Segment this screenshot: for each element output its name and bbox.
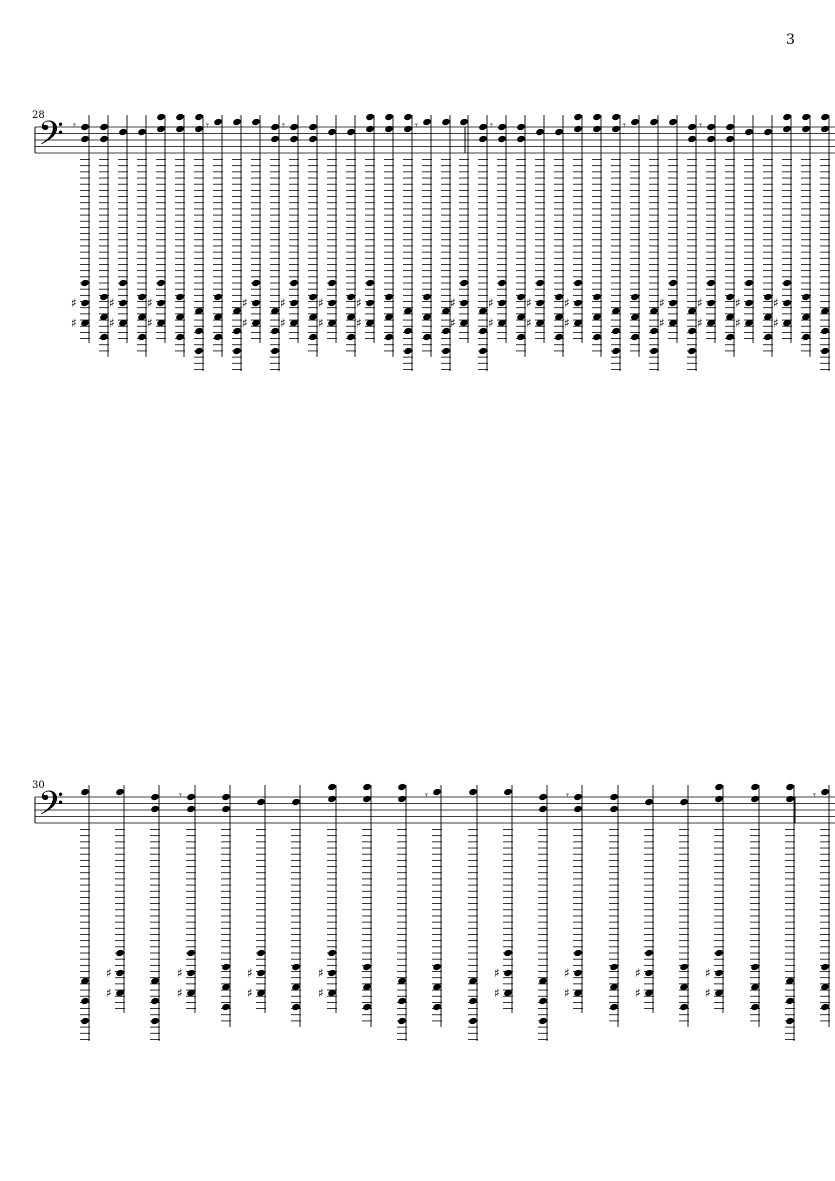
notehead bbox=[365, 299, 375, 307]
notehead bbox=[99, 293, 109, 301]
measure-number-system-2: 30 bbox=[32, 780, 45, 791]
notehead bbox=[725, 293, 735, 301]
notehead bbox=[156, 125, 166, 133]
notehead bbox=[232, 347, 242, 355]
notehead bbox=[763, 333, 773, 341]
notehead bbox=[118, 299, 128, 307]
notehead bbox=[403, 327, 413, 335]
sharp-accidental: ♯ bbox=[280, 296, 286, 310]
notehead bbox=[221, 793, 231, 801]
notehead bbox=[535, 299, 545, 307]
notehead bbox=[80, 123, 90, 131]
notehead bbox=[459, 118, 469, 126]
notehead bbox=[714, 949, 724, 957]
rest-symbol: 𝄾 bbox=[282, 119, 285, 132]
notehead bbox=[592, 293, 602, 301]
notehead bbox=[820, 347, 830, 355]
notehead bbox=[156, 299, 166, 307]
notehead bbox=[327, 279, 337, 287]
rest-symbol: 𝄾 bbox=[73, 119, 76, 132]
notehead bbox=[763, 293, 773, 301]
notehead bbox=[213, 293, 223, 301]
notehead bbox=[668, 118, 678, 126]
notehead bbox=[592, 333, 602, 341]
notehead bbox=[397, 1017, 407, 1025]
notehead bbox=[592, 125, 602, 133]
notehead bbox=[609, 793, 619, 801]
notehead bbox=[80, 788, 90, 796]
notehead bbox=[432, 788, 442, 796]
notehead bbox=[291, 963, 301, 971]
notehead bbox=[782, 125, 792, 133]
notehead bbox=[820, 788, 830, 796]
rest-symbol: 𝄾 bbox=[425, 789, 428, 802]
notehead bbox=[221, 805, 231, 813]
notehead bbox=[573, 969, 583, 977]
notehead bbox=[687, 135, 697, 143]
sharp-accidental: ♯ bbox=[735, 316, 741, 330]
notehead bbox=[99, 135, 109, 143]
sharp-accidental: ♯ bbox=[494, 986, 500, 1000]
notehead bbox=[554, 333, 564, 341]
notehead bbox=[251, 299, 261, 307]
notehead bbox=[232, 118, 242, 126]
notehead bbox=[186, 793, 196, 801]
notehead bbox=[478, 347, 488, 355]
notehead bbox=[365, 279, 375, 287]
sharp-accidental: ♯ bbox=[705, 986, 711, 1000]
notehead bbox=[80, 135, 90, 143]
notehead bbox=[362, 783, 372, 791]
sharp-accidental: ♯ bbox=[356, 296, 362, 310]
notehead bbox=[422, 118, 432, 126]
notehead bbox=[820, 125, 830, 133]
notehead bbox=[175, 333, 185, 341]
sharp-accidental: ♯ bbox=[526, 296, 532, 310]
notehead bbox=[706, 135, 716, 143]
sharp-accidental: ♯ bbox=[247, 966, 253, 980]
notehead bbox=[186, 949, 196, 957]
notehead bbox=[538, 793, 548, 801]
notehead bbox=[782, 113, 792, 121]
notehead bbox=[611, 125, 621, 133]
notehead bbox=[497, 299, 507, 307]
notehead bbox=[503, 949, 513, 957]
notehead bbox=[150, 1017, 160, 1025]
sharp-accidental: ♯ bbox=[242, 316, 248, 330]
sharp-accidental: ♯ bbox=[109, 316, 115, 330]
notehead bbox=[432, 1003, 442, 1011]
notehead bbox=[478, 135, 488, 143]
notehead bbox=[750, 783, 760, 791]
rest-symbol: 𝄾 bbox=[813, 789, 816, 802]
sharp-accidental: ♯ bbox=[450, 316, 456, 330]
notehead bbox=[156, 113, 166, 121]
notehead bbox=[554, 293, 564, 301]
notehead bbox=[609, 1003, 619, 1011]
notehead bbox=[213, 333, 223, 341]
notehead bbox=[115, 949, 125, 957]
bass-clef-icon-system-1: 𝄢 bbox=[38, 115, 64, 161]
notehead bbox=[362, 795, 372, 803]
notehead bbox=[644, 969, 654, 977]
sharp-accidental: ♯ bbox=[697, 296, 703, 310]
notehead bbox=[649, 327, 659, 335]
sharp-accidental: ♯ bbox=[488, 296, 494, 310]
bass-clef-icon-system-2: 𝄢 bbox=[38, 785, 64, 831]
notehead bbox=[291, 1003, 301, 1011]
notehead bbox=[327, 795, 337, 803]
notehead bbox=[137, 333, 147, 341]
notehead bbox=[644, 798, 654, 806]
notehead bbox=[221, 1003, 231, 1011]
notehead bbox=[441, 347, 451, 355]
notehead bbox=[687, 327, 697, 335]
sharp-accidental: ♯ bbox=[526, 316, 532, 330]
notehead bbox=[403, 125, 413, 133]
notehead bbox=[468, 997, 478, 1005]
rest-symbol: 𝄾 bbox=[415, 119, 418, 132]
notehead bbox=[630, 293, 640, 301]
sharp-accidental: ♯ bbox=[659, 316, 665, 330]
notehead bbox=[744, 299, 754, 307]
notehead bbox=[270, 135, 280, 143]
notehead bbox=[497, 135, 507, 143]
notehead bbox=[308, 293, 318, 301]
notehead bbox=[516, 135, 526, 143]
notehead bbox=[538, 805, 548, 813]
notehead bbox=[820, 963, 830, 971]
notehead bbox=[554, 128, 564, 136]
sharp-accidental: ♯ bbox=[318, 966, 324, 980]
notehead bbox=[706, 123, 716, 131]
notehead bbox=[668, 279, 678, 287]
notehead bbox=[503, 788, 513, 796]
notehead bbox=[459, 279, 469, 287]
notehead bbox=[478, 123, 488, 131]
notehead bbox=[801, 293, 811, 301]
notehead bbox=[327, 969, 337, 977]
sharp-accidental: ♯ bbox=[109, 296, 115, 310]
rest-symbol: 𝄾 bbox=[206, 119, 209, 132]
notehead bbox=[327, 949, 337, 957]
notehead bbox=[592, 113, 602, 121]
sharp-accidental: ♯ bbox=[735, 296, 741, 310]
sharp-accidental: ♯ bbox=[564, 296, 570, 310]
notehead bbox=[714, 795, 724, 803]
notehead bbox=[308, 123, 318, 131]
notehead bbox=[422, 293, 432, 301]
staff-system-2 bbox=[35, 783, 835, 1041]
sharp-accidental: ♯ bbox=[564, 966, 570, 980]
sharp-accidental: ♯ bbox=[106, 986, 112, 1000]
staff-system-1 bbox=[35, 113, 835, 371]
notehead bbox=[256, 798, 266, 806]
sharp-accidental: ♯ bbox=[147, 316, 153, 330]
notehead bbox=[609, 963, 619, 971]
notehead bbox=[256, 949, 266, 957]
notehead bbox=[118, 128, 128, 136]
notehead bbox=[186, 805, 196, 813]
notehead bbox=[118, 279, 128, 287]
notehead bbox=[150, 997, 160, 1005]
notehead bbox=[497, 123, 507, 131]
notehead bbox=[538, 997, 548, 1005]
notehead bbox=[801, 113, 811, 121]
notehead bbox=[80, 299, 90, 307]
notehead bbox=[251, 118, 261, 126]
sharp-accidental: ♯ bbox=[318, 296, 324, 310]
rest-symbol: 𝄾 bbox=[179, 789, 182, 802]
notehead bbox=[308, 333, 318, 341]
notehead bbox=[687, 347, 697, 355]
notehead bbox=[782, 299, 792, 307]
notehead bbox=[573, 793, 583, 801]
notehead bbox=[270, 347, 280, 355]
notehead bbox=[573, 805, 583, 813]
notehead bbox=[649, 118, 659, 126]
notehead bbox=[150, 793, 160, 801]
notehead bbox=[668, 299, 678, 307]
notehead bbox=[714, 783, 724, 791]
notehead bbox=[441, 118, 451, 126]
sharp-accidental: ♯ bbox=[71, 296, 77, 310]
notehead bbox=[213, 118, 223, 126]
notehead bbox=[763, 128, 773, 136]
notehead bbox=[175, 293, 185, 301]
notehead bbox=[384, 293, 394, 301]
notehead bbox=[744, 279, 754, 287]
notehead bbox=[186, 969, 196, 977]
notehead bbox=[194, 125, 204, 133]
notehead bbox=[346, 293, 356, 301]
notehead bbox=[478, 327, 488, 335]
notehead bbox=[432, 963, 442, 971]
notehead bbox=[785, 997, 795, 1005]
sharp-accidental: ♯ bbox=[635, 966, 641, 980]
notehead bbox=[137, 293, 147, 301]
notehead bbox=[362, 1003, 372, 1011]
notehead bbox=[611, 327, 621, 335]
sharp-accidental: ♯ bbox=[697, 316, 703, 330]
notehead bbox=[365, 113, 375, 121]
notehead bbox=[459, 299, 469, 307]
notehead bbox=[289, 279, 299, 287]
notehead bbox=[289, 299, 299, 307]
notehead bbox=[150, 805, 160, 813]
notehead bbox=[175, 125, 185, 133]
notehead bbox=[270, 123, 280, 131]
notehead bbox=[99, 333, 109, 341]
notehead bbox=[289, 135, 299, 143]
sharp-accidental: ♯ bbox=[247, 986, 253, 1000]
notehead bbox=[630, 118, 640, 126]
sharp-accidental: ♯ bbox=[177, 986, 183, 1000]
notehead bbox=[611, 113, 621, 121]
notehead bbox=[573, 279, 583, 287]
notehead bbox=[706, 279, 716, 287]
sharp-accidental: ♯ bbox=[450, 296, 456, 310]
notehead bbox=[801, 333, 811, 341]
notehead bbox=[785, 795, 795, 803]
notehead bbox=[535, 128, 545, 136]
notehead bbox=[365, 125, 375, 133]
notehead bbox=[80, 1017, 90, 1025]
notehead bbox=[744, 128, 754, 136]
notehead bbox=[99, 123, 109, 131]
notehead bbox=[137, 128, 147, 136]
rest-symbol: 𝄾 bbox=[490, 119, 493, 132]
notehead bbox=[725, 123, 735, 131]
notehead bbox=[573, 125, 583, 133]
notehead bbox=[820, 113, 830, 121]
notehead bbox=[538, 1017, 548, 1025]
notehead bbox=[115, 788, 125, 796]
sharp-accidental: ♯ bbox=[242, 296, 248, 310]
notehead bbox=[679, 963, 689, 971]
notehead bbox=[801, 125, 811, 133]
notehead bbox=[80, 279, 90, 287]
notehead bbox=[422, 333, 432, 341]
notehead bbox=[782, 279, 792, 287]
sharp-accidental: ♯ bbox=[318, 316, 324, 330]
notehead bbox=[397, 997, 407, 1005]
notehead bbox=[516, 293, 526, 301]
notehead bbox=[291, 798, 301, 806]
sharp-accidental: ♯ bbox=[773, 296, 779, 310]
notehead bbox=[403, 347, 413, 355]
rest-symbol: 𝄾 bbox=[699, 119, 702, 132]
notehead bbox=[687, 123, 697, 131]
notehead bbox=[468, 788, 478, 796]
measure-number-system-1: 28 bbox=[32, 110, 45, 121]
notehead bbox=[503, 969, 513, 977]
notehead bbox=[706, 299, 716, 307]
sharp-accidental: ♯ bbox=[488, 316, 494, 330]
page-number: 3 bbox=[786, 32, 795, 48]
sharp-accidental: ♯ bbox=[773, 316, 779, 330]
notehead bbox=[327, 128, 337, 136]
sharp-accidental: ♯ bbox=[318, 986, 324, 1000]
notehead bbox=[194, 327, 204, 335]
sharp-accidental: ♯ bbox=[147, 296, 153, 310]
sharp-accidental: ♯ bbox=[705, 966, 711, 980]
notehead bbox=[516, 333, 526, 341]
notehead bbox=[535, 279, 545, 287]
notehead bbox=[750, 795, 760, 803]
notehead bbox=[232, 327, 242, 335]
notehead bbox=[750, 963, 760, 971]
notehead bbox=[327, 783, 337, 791]
notehead bbox=[630, 333, 640, 341]
notehead bbox=[346, 128, 356, 136]
notehead bbox=[327, 299, 337, 307]
notehead bbox=[714, 969, 724, 977]
sharp-accidental: ♯ bbox=[71, 316, 77, 330]
notehead bbox=[679, 1003, 689, 1011]
notehead bbox=[115, 969, 125, 977]
notehead bbox=[573, 949, 583, 957]
notehead bbox=[156, 279, 166, 287]
sharp-accidental: ♯ bbox=[494, 966, 500, 980]
sharp-accidental: ♯ bbox=[177, 966, 183, 980]
notehead bbox=[194, 347, 204, 355]
notehead bbox=[256, 969, 266, 977]
notehead bbox=[308, 135, 318, 143]
notehead bbox=[384, 125, 394, 133]
notehead bbox=[497, 279, 507, 287]
notehead bbox=[725, 135, 735, 143]
sharp-accidental: ♯ bbox=[280, 316, 286, 330]
notehead bbox=[573, 113, 583, 121]
notehead bbox=[384, 113, 394, 121]
notehead bbox=[820, 327, 830, 335]
notehead bbox=[573, 299, 583, 307]
notehead bbox=[644, 949, 654, 957]
notehead bbox=[725, 333, 735, 341]
sharp-accidental: ♯ bbox=[356, 316, 362, 330]
notehead bbox=[362, 963, 372, 971]
notehead bbox=[468, 1017, 478, 1025]
notehead bbox=[679, 798, 689, 806]
sharp-accidental: ♯ bbox=[564, 316, 570, 330]
notehead bbox=[609, 805, 619, 813]
notehead bbox=[270, 327, 280, 335]
notehead bbox=[785, 1017, 795, 1025]
notehead bbox=[611, 347, 621, 355]
notehead bbox=[346, 333, 356, 341]
sharp-accidental: ♯ bbox=[564, 986, 570, 1000]
sharp-accidental: ♯ bbox=[659, 296, 665, 310]
notehead bbox=[397, 795, 407, 803]
notehead bbox=[175, 113, 185, 121]
notehead bbox=[251, 279, 261, 287]
sharp-accidental: ♯ bbox=[635, 986, 641, 1000]
notehead bbox=[516, 123, 526, 131]
notehead bbox=[289, 123, 299, 131]
notehead bbox=[397, 783, 407, 791]
notehead bbox=[785, 783, 795, 791]
notehead bbox=[194, 113, 204, 121]
rest-symbol: 𝄾 bbox=[623, 119, 626, 132]
rest-symbol: 𝄾 bbox=[566, 789, 569, 802]
sharp-accidental: ♯ bbox=[106, 966, 112, 980]
notehead bbox=[384, 333, 394, 341]
notehead bbox=[820, 1003, 830, 1011]
notehead bbox=[750, 1003, 760, 1011]
notehead bbox=[403, 113, 413, 121]
notehead bbox=[80, 997, 90, 1005]
notehead bbox=[649, 347, 659, 355]
notehead bbox=[221, 963, 231, 971]
